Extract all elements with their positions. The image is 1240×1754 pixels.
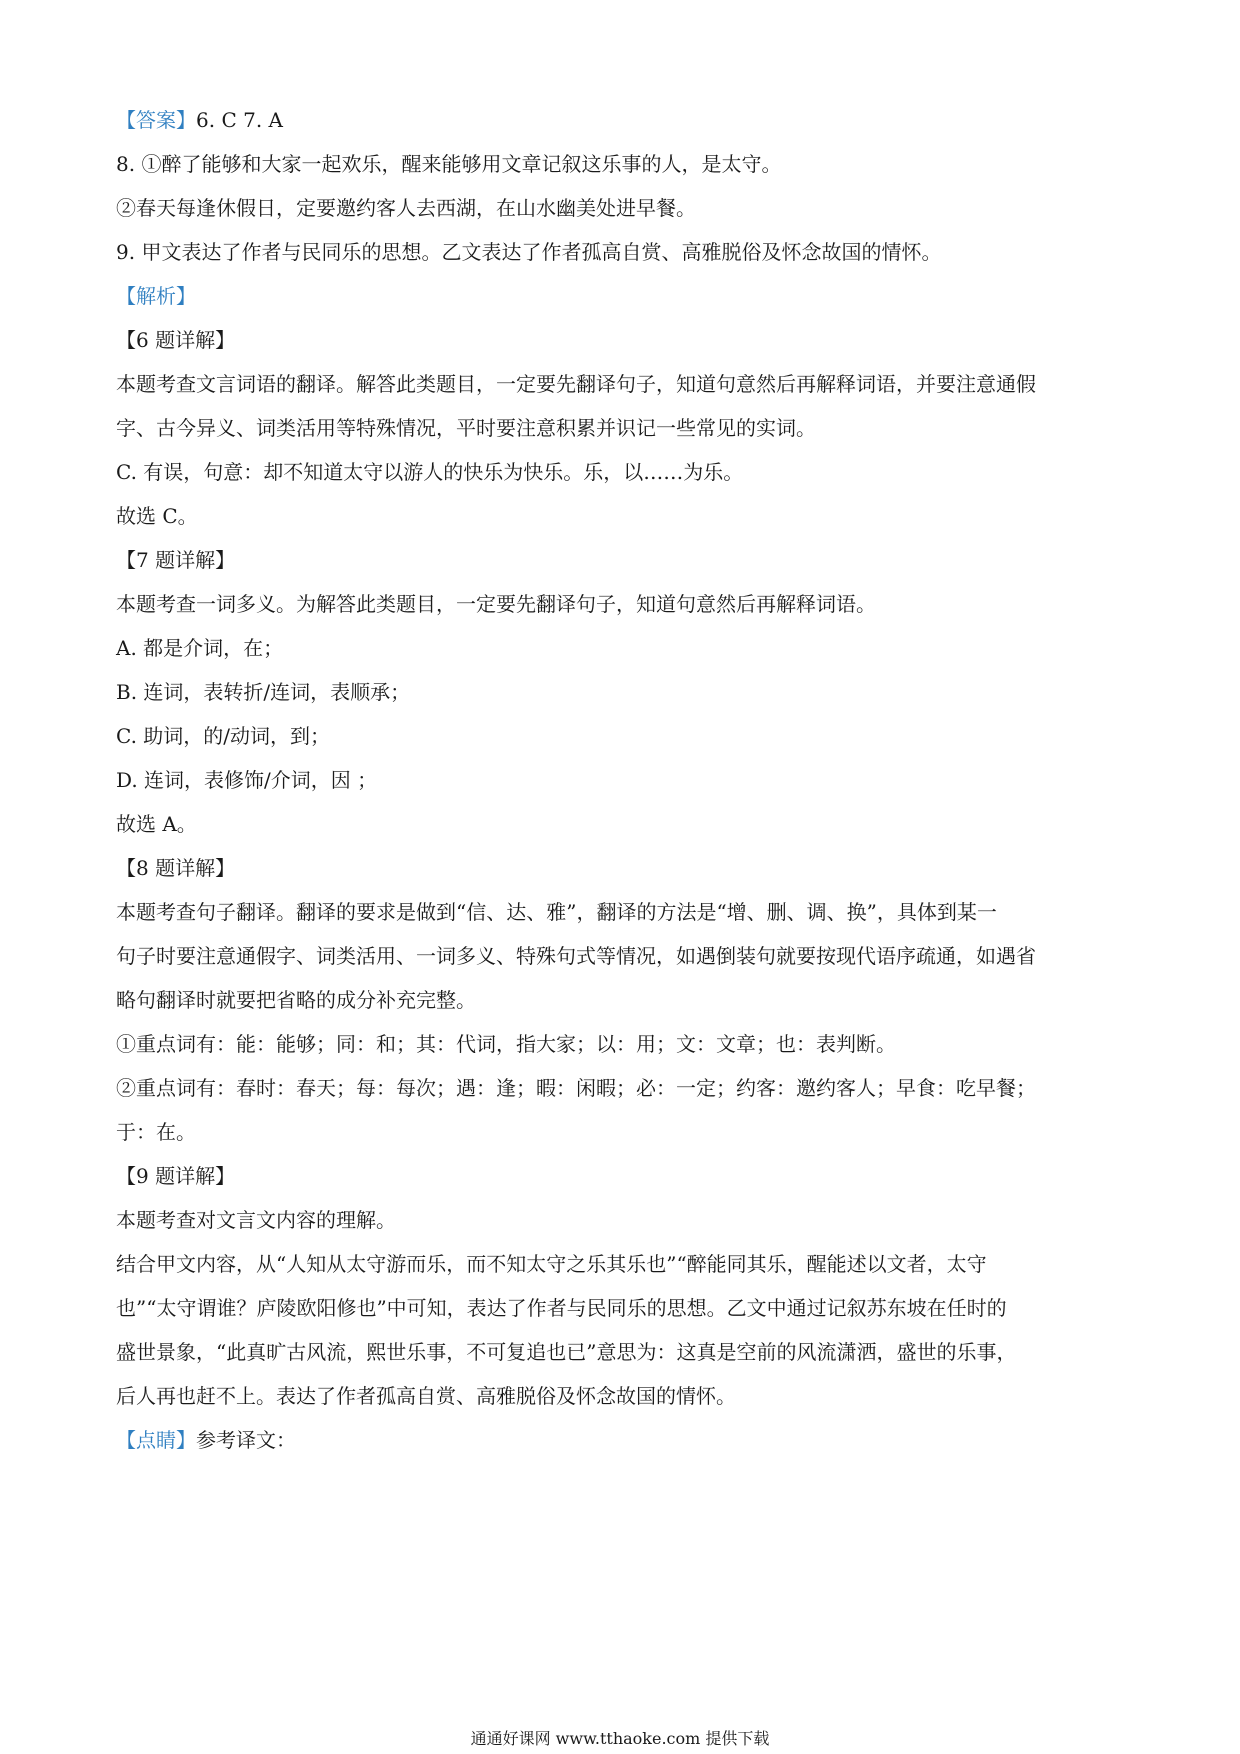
q8-paragraph-1: 本题考查句子翻译。翻译的要求是做到“信、达、雅”，翻译的方法是“增、删、调、换”，具体到某一 bbox=[116, 900, 997, 924]
answer-q8-1: 8. ①醉了能够和大家一起欢乐，醒来能够用文章记叙这乐事的人，是太守。 bbox=[116, 152, 782, 176]
answer-line bbox=[116, 106, 1126, 134]
q9-heading: 【9 题详解】 bbox=[116, 1164, 236, 1188]
answer-q6-q7: 6. C 7. A bbox=[196, 108, 283, 132]
q9-paragraph-3: 也”“太守谓谁？庐陵欧阳修也”中可知，表达了作者与民同乐的思想。乙文中通过记叙苏东坡在任时的 bbox=[116, 1296, 1007, 1320]
q8-keywords-2-cont: 于：在。 bbox=[116, 1120, 196, 1144]
q6-heading: 【6 题详解】 bbox=[116, 328, 236, 352]
q7-option-d: D. 连词，表修饰/介词，因 ； bbox=[116, 768, 378, 792]
q9-paragraph-4: 盛世景象，“此真旷古风流，熙世乐事，不可复追也已”意思为：这真是空前的风流潇洒，盛世的乐事， bbox=[116, 1340, 1017, 1364]
q9-paragraph-2: 结合甲文内容，从“人知从太守游而乐，而不知太守之乐其乐也”“醉能同其乐，醒能述以文者，太守 bbox=[116, 1252, 987, 1276]
q6-paragraph-3: C. 有误，句意：却不知道太守以游人的快乐为快乐。乐，以……为乐。 bbox=[116, 460, 744, 484]
q8-paragraph-2: 句子时要注意通假字、词类活用、一词多义、特殊句式等情况，如遇倒装句就要按现代语序疏通，如遇省 bbox=[116, 944, 1036, 968]
dianjing-line bbox=[116, 1426, 1126, 1454]
q6-paragraph-1: 本题考查文言词语的翻译。解答此类题目，一定要先翻译句子，知道句意然后再解释词语，并要注意通假 bbox=[116, 372, 1036, 396]
dianjing-text: 参考译文： bbox=[196, 1428, 296, 1452]
answer-label: 【答案】 bbox=[116, 108, 196, 132]
q7-paragraph-1: 本题考查一词多义。为解答此类题目，一定要先翻译句子，知道句意然后再解释词语。 bbox=[116, 592, 876, 616]
q7-option-c: C. 助词，的/动词，到； bbox=[116, 724, 331, 748]
answer-q8-2: ②春天每逢休假日，定要邀约客人去西湖，在山水幽美处进早餐。 bbox=[116, 196, 696, 220]
answer-q9: 9. 甲文表达了作者与民同乐的思想。乙文表达了作者孤高自赏、高雅脱俗及怀念故国的情怀。 bbox=[116, 240, 942, 264]
page-footer: 通通好课网 www.tthaoke.com 提供下载 bbox=[470, 1729, 770, 1748]
q6-conclusion: 故选 C。 bbox=[116, 504, 198, 528]
q7-option-b: B. 连词，表转折/连词，表顺承； bbox=[116, 680, 411, 704]
q7-conclusion: 故选 A。 bbox=[116, 812, 197, 836]
q6-paragraph-2: 字、古今异义、词类活用等特殊情况，平时要注意积累并识记一些常见的实词。 bbox=[116, 416, 816, 440]
q8-keywords-1: ①重点词有：能：能够；同：和；其：代词，指大家；以：用；文：文章；也：表判断。 bbox=[116, 1032, 896, 1056]
analysis-label: 【解析】 bbox=[116, 284, 196, 308]
q9-paragraph-5: 后人再也赶不上。表达了作者孤高自赏、高雅脱俗及怀念故国的情怀。 bbox=[116, 1384, 736, 1408]
q8-keywords-2: ②重点词有：春时：春天；每：每次；遇：逢；暇：闲暇；必：一定；约客：邀约客人；早食：吃早餐； bbox=[116, 1076, 1036, 1100]
q9-paragraph-1: 本题考查对文言文内容的理解。 bbox=[116, 1208, 396, 1232]
dianjing-label: 【点睛】 bbox=[116, 1428, 196, 1452]
q8-heading: 【8 题详解】 bbox=[116, 856, 236, 880]
q7-option-a: A. 都是介词，在； bbox=[116, 636, 284, 660]
q7-heading: 【7 题详解】 bbox=[116, 548, 236, 572]
q8-paragraph-3: 略句翻译时就要把省略的成分补充完整。 bbox=[116, 988, 476, 1012]
